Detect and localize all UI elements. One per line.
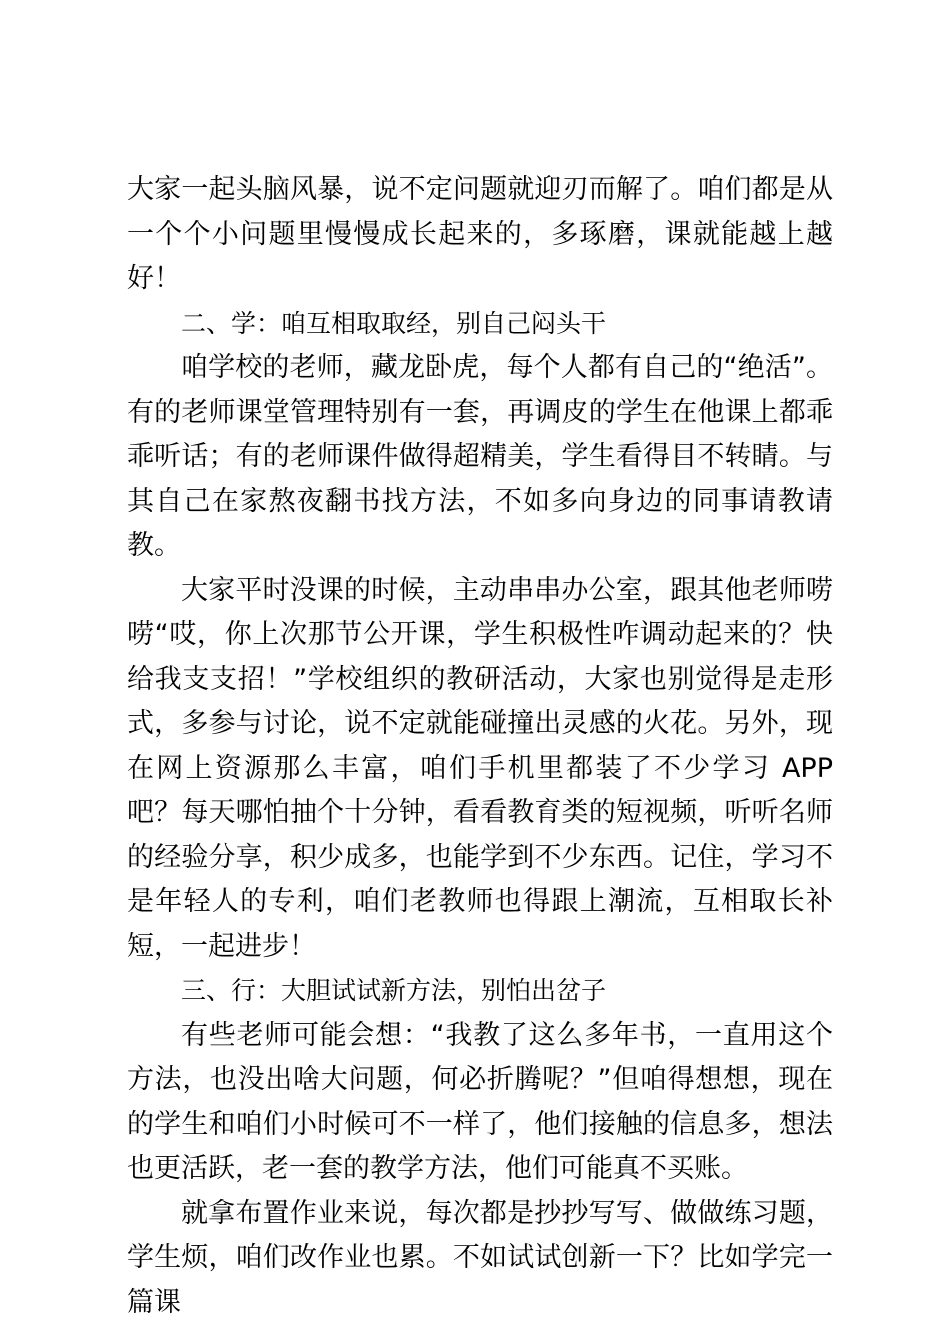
paragraph-homework: 就拿布置作业来说，每次都是抄抄写写、做做练习题，学生烦，咱们改作业也累。不如试试创新一下？比如学完一篇课 (127, 1197, 833, 1318)
paragraph-teacher-skills: 咱学校的老师，藏龙卧虎，每个人都有自己的“绝活”。有的老师课堂管理特别有一套，再调皮的学生在他课上都乖乖听话；有的老师课件做得超精美，学生看得目不转睛。与其自己在家熬夜翻书找方法，不如多向身边的同事请教请教。 (127, 352, 833, 561)
section-heading-learn: 二、学：咱互相取取经，别自己闷头干 (181, 308, 607, 338)
section-heading-act: 三、行：大胆试试新方法，别怕出岔子 (181, 976, 607, 1005)
document-body (127, 168, 833, 1325)
paragraph-learning-resources: 大家平时没课的时候，主动串串办公室，跟其他老师唠唠“哎，你上次那节公开课，学生积极性咋调动起来的？快给我支支招！”学校组织的教研活动，大家也别觉得是走形式，多参与讨论，说不定就能碰撞出灵感的火花。另外，现在网上资源那么丰富，咱们手机里都装了不少学习 APP 吧？每天哪怕抽个十分钟，看看教育类的短视频，听听名师的经验分享，积少成多，也能学到不少东西。记住，学习不是年轻人的专利，咱们老教师也得跟上潮流，互相取长补短，一起进步！ (127, 574, 833, 962)
paragraph-brainstorm: 大家一起头脑风暴，说不定问题就迎刃而解了。咱们都是从一个个小问题里慢慢成长起来的，多琢磨，课就能越上越好！ (127, 174, 833, 294)
paragraph-new-methods: 有些老师可能会想：“我教了这么多年书，一直用这个方法，也没出啥大问题，何必折腾呢？”但咱得想想，现在的学生和咱们小时候可不一样了，他们接触的信息多，想法也更活跃，老一套的教学方法，他们可能真不买账。 (127, 1019, 833, 1184)
